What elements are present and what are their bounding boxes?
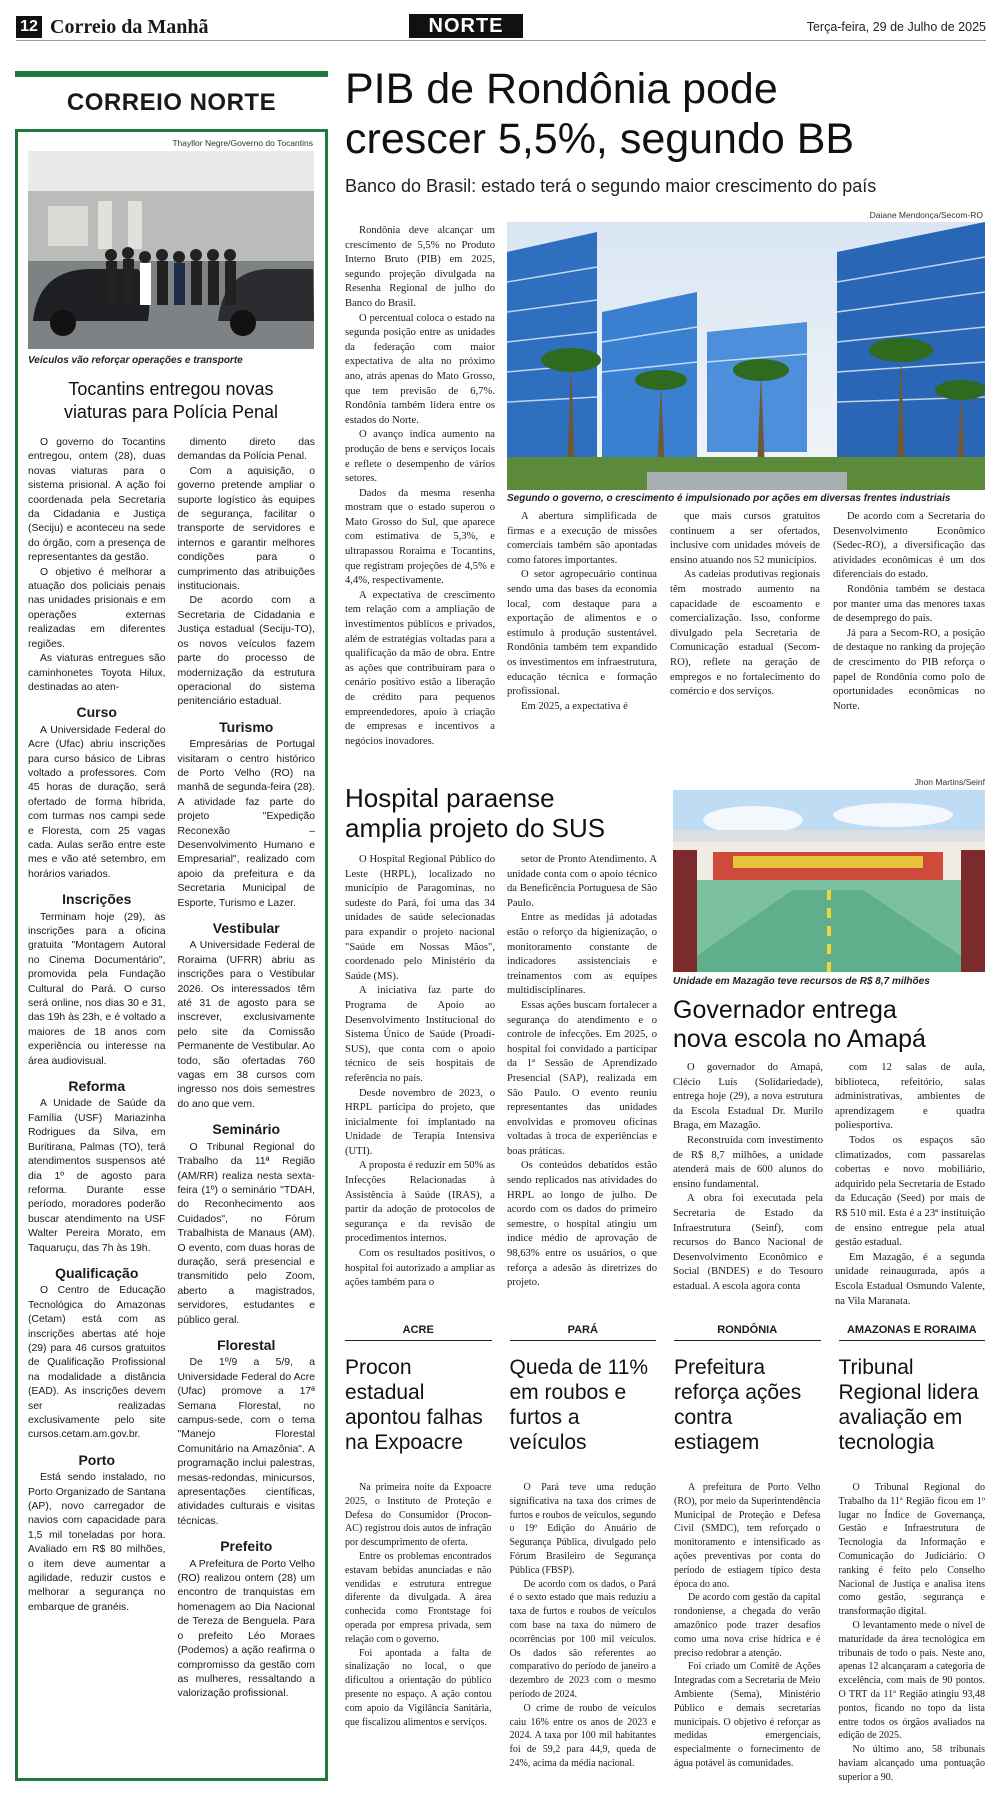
paragraph: O avanço indica aumento na produção de bens e serviços locais e reflete o desempenho de vários setores. [345,429,495,485]
paragraph: Reconstruída com investimento de R$ 8,7 milhões, a unidade atenderá mais de 600 alunos do ensino fundamental. [673,1134,823,1190]
amapa-headline-line-1: Governador entrega [673,996,897,1024]
main-headline-line-2: crescer 5,5%, segundo BB [345,115,855,163]
regional-brief [510,1324,657,1784]
regional-body [839,1481,986,1785]
brief-text: Terminam hoje (29), as inscrições para a oficina gratuita "Montagem Autoral no Cinema Documentário", promovida pela Fundação Cultural do Pará. O curso será online, nos dias 30 e 31, das 19h às 23h, e é voltado a maiores de 18 anos com experiência ou interesse na área audiovisual. [28,911,166,1067]
paragraph: O Tribunal Regional do Trabalho da 11ª Região ficou em 1º lugar no Índice de Governança, Gestão e Infraestrutura de Tecnologia da Informação e Comunicação do Judiciário. O ranking é feito pelo Conselho Nacional de Justiça e analisa itens como gestão, segurança e transformação digital. [838,1482,985,1618]
amapa-col-1 [673,1061,823,1295]
regional-headline: Procon estadual apontou falhas na Expoacre [345,1356,483,1454]
hospital-col-2 [507,853,657,1291]
regional-body [674,1481,821,1771]
paragraph: As viaturas entregues são caminhonetes Toyota Hilux, destinadas ao aten- [28,653,166,693]
main-col-3 [670,510,820,700]
brief-title: Turismo [219,718,274,735]
paragraph: O Pará teve uma redução significativa na taxa dos crimes de furtos e roubos de veículos, segundo o 19º Edição do Anuário de Segurança Pública, divulgado pelo Fórum Brasileiro de Segurança Pública (FBSP). [509,1482,656,1576]
regional-news-strip [345,1324,985,1784]
regional-headline: Tribunal Regional lidera avaliação em tecnologia [838,1356,979,1454]
main-headline [345,64,985,164]
sidebar-columns [28,436,315,1776]
regional-brief [839,1324,986,1784]
paragraph: A expectativa de crescimento tem relação com a ampliação de investimentos públicos e privados, além de estratégias voltadas para a qualificação da mão de obra. Entre as ações que contribuíram para o cenário positivo estão a liberação de crédito para pequenos empreendedores, apoio à criação de empresas e incentivos a negócios inovadores. [345,589,495,747]
regional-brief [674,1324,821,1784]
hospital-headline-line-1: Hospital paraense [345,783,555,813]
paragraph: Na primeira noite da Expoacre 2025, o Instituto de Proteção e Defesa do Consumidor (Procon-AC) registrou dois autos de infração por descumprimento de oferta. [345,1482,492,1549]
brief-title: Reforma [68,1078,126,1095]
regional-body [345,1481,492,1729]
paragraph: Rondônia deve alcançar um crescimento de 5,5% no Produto Interno Bruto (PIB) em 2025, segundo projeção divulgada na Resenha Regional de julho do Banco do Brasil. [345,225,495,309]
sidebar-col1-intro [28,436,166,695]
paper-name: Correio da Manhã [50,16,209,38]
region-label: PARÁ [510,1324,657,1341]
amapa-photo-credit: Jhon Martins/Seinf [914,777,985,787]
brief-title: Porto [78,1451,116,1468]
paragraph: A iniciativa faz parte do Programa de Apoio ao Desenvolvimento Institucional do Sistema Único de Saúde (Proadi-SUS), que conta com o apoio técnico de seis hospitais de referência no país. [345,985,495,1084]
paragraph: Foi criado um Comitê de Ações Integradas com a Secretaria de Meio Ambiente (Sema), Ministério Público e demais secretarias municipais. O objetivo é reforçar as medidas emergenciais, especialmente o fornecimento de água potável às comunidades. [674,1661,821,1769]
region-label: ACRE [345,1324,492,1341]
paragraph: De acordo com a Secretaria de Cidadania e Justiça estadual (Seciju-TO), os novos veículos fazem parte do processo de modernização da estrutura operacional do sistema penitenciário estadual. [177,595,315,708]
sidebar-frame [15,129,328,1781]
header-rule [16,40,986,41]
paragraph: A abertura simplificada de firmas e a execução de missões comerciais também são apontadas como fatores importantes. [507,511,657,566]
police-vehicles-illustration [28,151,314,349]
brief-text: Está sendo instalado, no Porto Organizado de Santana (AP), novo carregador de navios com capacidade para 1,5 mil toneladas por hora. Avaliado em R$ 80 milhões, o item deve aumentar a agilidade, reduzir custos e melhorar a segurança no embarque de granéis. [28,1472,166,1613]
amapa-photo-caption: Unidade em Mazagão teve recursos de R$ 8,7 milhões [673,976,930,987]
paragraph: O percentual coloca o estado na segunda posição entre as unidades da federação com maior expectativa de alta no próximo ano, atrás apenas do Mato Grosso, que tem previsão de 6,7%. Rondônia também lidera entre os estados do Norte. [345,312,495,426]
amapa-col-2 [835,1061,985,1309]
paragraph: De acordo com a Secretaria do Desenvolvimento Econômico (Sedec-RO), a diversificação das atividades econômicas é um dos diferenciais do estado. [833,511,985,581]
regional-headline: Prefeitura reforça ações contra estiagem [674,1356,802,1454]
sidebar-headline: Tocantins entregou novas viaturas para Polícia Penal [63,379,279,422]
paragraph: que mais cursos gratuitos continuem a ser ofertados, inclusive com unidades móveis de ensino atuando nos 52 municípios. [670,511,820,566]
paragraph: A prefeitura de Porto Velho (RO), por meio da Superintendência Municipal de Proteção e Defesa Civil (SMDC), tem reforçado o monitoramento e intensificado as ações preventivas por conta do período de estiagem típico desta época do ano. [674,1482,821,1590]
paragraph: De acordo com os dados, o Pará é o sexto estado que mais reduziu a taxa de furtos e roubos de veículos com base na taxa do número de ocorrências por 100 mil veículos. Os dados são referentes ao comparativo do período de janeiro a dezembro de 2023 com o mesmo período de 2024. [509,1578,656,1700]
paragraph: dimento direto das demandas da Polícia Penal. [177,437,315,463]
paragraph: com 12 salas de aula, biblioteca, refeitório, salas administrativas, ambientes de aprendizagem e quadra poliesportiva. [835,1062,985,1132]
sidebar-col2-sections [178,720,316,1702]
brief-text: O Tribunal Regional do Trabalho da 11ª Região (AM/RR) realiza nesta sexta-feira (1º) o seminário "TDAH, do Reconhecimento aos Cuidados", no Fórum Trabalhista de Manaus (AM). O evento, com duas horas de duração, será presencial e transmitido pelo Zoom, aberto a magistrados, servidores, estudantes e público geral. [177,1141,315,1326]
main-col-4 [833,510,985,714]
rondonia-building-illustration [507,222,985,490]
paragraph: O governador do Amapá, Clécio Luís (Solidariedade), entrega hoje (29), a nova estrutura da Escola Estadual Dr. Murilo Braga, em Mazagão. [673,1062,823,1132]
sidebar-col-1 [28,436,166,1776]
regional-body [510,1481,657,1771]
paragraph: Dados da mesma resenha mostram que o estado superou o Mato Grosso do Sul, que aparece com estimativa de 5,3%, e ultrapassou Roraima e Tocantins, que registram projeções de 4,5% e 4,4%, respectivamente. [345,487,495,587]
amapa-school-photo [673,790,985,972]
main-headline-line-1: PIB de Rondônia pode [345,65,778,113]
sidebar-col1-sections [28,705,166,1615]
paragraph: O setor agropecuário continua sendo uma das bases da economia local, com destaque para a exportação de alimentos e o estímulo à produção sustentável. Rondônia também tem expandido os investimentos em infraestrutura, educação técnica e formação profissional. [507,569,657,698]
paragraph: Entre os problemas encontrados estavam bebidas anunciadas e não vendidas e estrutura entregue diferente da divulgada. A área conhecida como Frontstage foi operada por empresa privada, sem relação com o governo. [345,1550,492,1645]
brief-text: A Universidade Federal de Roraima (UFRR) abriu as inscrições para o Vestibular 2026. Os interessados têm até 31 de agosto para se inscrever, exclusivamente pelo site da Comissão Permanente de Vestibular. Ao todo, são ofertadas 760 vagas em 38 cursos com ingresso nos dois semestres do ano que vem. [177,940,315,1110]
region-label: AMAZONAS E RORAIMA [839,1324,986,1341]
paragraph: setor de Pronto Atendimento. A unidade conta com o apoio técnico da Beneficência Portuguesa de São Paulo. [507,854,657,909]
amapa-headline [673,996,985,1054]
page-header [16,14,986,40]
brief-title: Florestal [217,1336,276,1353]
brief-title: Inscrições [62,891,132,908]
regional-headline: Queda de 11% em roubos e furtos a veículos [509,1356,649,1454]
amapa-school-illustration [673,790,985,972]
sidebar-photo-credit: Thayllor Negre/Governo do Tocantins [172,138,313,148]
paragraph: Os conteúdos debatidos estão sendo replicados nas atividades do HRPL ao longo de julho. De acordo com os dados do primeiro semestre, o hospital atingiu um índice médio de aprovação de 98,63% entre os usuários, o que reforça a adesão às diretrizes do projeto. [507,1160,657,1289]
paragraph: O crime de roubo de veículos caiu 16% entre os anos de 2023 e 2024. A taxa por 100 mil habitantes foi de 59,2 para 44,9, queda de 24%, acima da média nacional. [509,1702,656,1769]
main-col-2 [507,510,657,714]
main-photo-credit: Daiane Mendonça/Secom-RO [869,210,983,220]
paragraph: Com a aquisição, o governo pretende ampliar o suporte logístico às equipes de segurança, facilitar o transporte de servidores e internos e garantir melhores condições para o cumprimento das atribuições institucionais. [177,465,315,593]
rondonia-building-photo [507,222,985,490]
main-col-left [345,224,495,749]
hospital-headline [345,783,675,843]
paragraph: Com os resultados positivos, o hospital foi autorizado a ampliar as ações também para o [345,1248,495,1289]
paragraph: As cadeias produtivas regionais têm mostrado aumento na capacidade de escoamento e comercialização. Isso, conforme divulgado pela Secretaria de Comunicação estadual (Secom-RO), reflete na geração de empregos e no fortalecimento do comércio e dos serviços. [670,569,820,698]
paragraph: A obra foi executada pela Secretaria de Estado da Infraestrutura (Seinf), com recursos do Banco Nacional de Desenvolvimento Econômico e Social (BNDES) e do Tesouro estadual. A escola agora conta [673,1193,823,1292]
sidebar-title: CORREIO NORTE [66,89,277,116]
page-number: 12 [16,16,42,38]
paragraph: Foi apontada a falta de sinalização no local, o que dificultou a orientação do público presente no espaço. A ação contou com apoio da Vigilância Sanitária, que fiscalizou alimentos e serviços. [345,1647,492,1728]
police-vehicles-photo [28,151,314,349]
paragraph: O objetivo é melhorar a atuação dos policiais penais nas unidades prisionais e em operações externas realizadas em diferentes regiões. [28,566,166,650]
main-subheadline: Banco do Brasil: estado terá o segundo maior crescimento do país [345,176,877,196]
brief-text: Empresárias de Portugal visitaram o centro histórico de Porto Velho (RO) na manhã de segunda-feira (28). A atividade faz parte do projeto "Expedição Reconexão – Desenvolvimento Humano e Empresarial", realizado com apoio da prefeitura e da Secretaria Municipal de Esporte, Turismo e Lazer. [177,739,315,909]
paragraph: O Hospital Regional Público do Leste (HRPL), localizado no município de Paragominas, no sudeste do Pará, foi uma das 34 unidades de saúde selecionadas para expandir o projeto nacional "Saúde em Nossas Mãos", coordenado pelo Ministério da Saúde (MS). [345,854,495,982]
brief-text: A Universidade Federal do Acre (Ufac) abriu inscrições para curso básico de Libras voltado a professores. Com 45 horas de duração, será ofertado de forma híbrida, com turmas nos campi sede e Floresta, com 25 vagas cada. Aulas serão entre este mes e vão até setembro, em horários variados. [28,724,166,880]
regional-brief [345,1324,492,1784]
brief-title: Seminário [212,1121,281,1138]
sidebar-col-2 [178,436,316,1776]
sidebar-photo-caption: Veículos vão reforçar operações e transporte [28,355,243,366]
brief-title: Vestibular [212,920,280,936]
brief-text: A Prefeitura de Porto Velho (RO) realizou ontem (28) um encontro de tranquistas em homenagem ao Dia Nacional de Tereza de Benguela. Para o prefeito Léo Moraes (Podemos) a ação reafirma o compromisso da gestão com as mulheres, ressaltando a valorização profissional. [177,1558,315,1700]
sidebar-col2-intro [178,436,316,710]
brief-text: De 1º/9 a 5/9, a Universidade Federal do Acre (Ufac) promove a 17ª Semana Florestal, no campus-sede, com o tema "Manejo Florestal Comunitário na Amazônia". A programação inclui palestras, mesas-redondas, minicursos, apresentações científicas, atividades culturais e visitas técnicas. [177,1357,315,1527]
paragraph: Em Mazagão, é a segunda unidade reinaugurada, após a Escola Estadual Osmundo Valente, na Vila Maranata. [835,1251,985,1307]
region-label: RONDÔNIA [674,1324,821,1341]
brief-text: O Centro de Educação Tecnológica do Amazonas (Cetam) está com as inscrições abertas até hoje (29) para 46 cursos gratuitos de Qualificação Profissional na modalidade a distância (EAD). As inscrições devem ser realizadas exclusivamente pelo site cursos.cetam.am.gov.br. [28,1285,166,1441]
paragraph: Já para a Secom-RO, a posição de destaque no ranking da projeção de crescimento do PIB reforça o papel de Rondônia como polo de oportunidades econômicas no Norte. [833,627,985,712]
paragraph: De acordo com gestão da capital rondoniense, a chegada do verão amazônico pode trazer desafios como uma nova crise hídrica e é preciso redobrar a atenção. [674,1592,821,1659]
paragraph: Todos os espaços são climatizados, com passarelas cobertas e novo mobiliário, adquirido pela Secretaria de Estado da Educação (Seed) por mais de R$ 510 mil. Esta é a 23ª instituição de ensino entregue pela atual gestão estadual. [835,1134,986,1249]
amapa-headline-line-2: nova escola no Amapá [673,1025,926,1053]
paragraph: Em 2025, a expectativa é [521,700,628,712]
hospital-headline-line-2: amplia projeto do SUS [345,813,606,843]
brief-title: Curso [76,704,117,721]
hospital-col-1 [345,853,495,1291]
sidebar-top-bar [15,71,328,77]
paragraph: Rondônia também se destaca por manter uma das menores taxas de desemprego do país. [833,583,985,625]
paragraph: O governo do Tocantins entregou, ontem (28), duas novas viaturas para o sistema prisional. A ação foi coordenada pela Secretaria da Cidadania e Justiça (Seciju) e aconteceu na sede do órgão, com a presença de representantes da gestão. [28,437,166,564]
paragraph: No último ano, 58 tribunais haviam alcançado uma pontuação superior a 90. [838,1744,985,1783]
main-photo-caption: Segundo o governo, o crescimento é impulsionado por ações em diversas frentes industriais [507,493,951,504]
paragraph: O levantamento mede o nível de maturidade da área tecnológica em tribunais de todo o país. Neste ano, apenas 12 alcançaram a categoria de excelência, com mais de 90 pontos. O TRT da 11ª Região atingiu 93,48 pontos, ficando no topo da lista entre todos os órgãos avaliados na edição de 2025. [838,1619,985,1742]
header-date: Terça-feira, 29 de Julho de 2025 [806,20,986,34]
paragraph: Essas ações buscam fortalecer a segurança do atendimento e o controle de infecções. Em 2025, o hospital foi convidado a participar da 1ª Sessão de Aprendizado Presencial (SAP), realizada em São Paulo. O evento reuniu representantes das unidades envolvidas e promoveu oficinas voltadas à troca de experiências e boas práticas. [507,999,657,1157]
section-label: NORTE [409,14,523,38]
brief-title: Qualificação [55,1264,139,1281]
paragraph: Entre as medidas já adotadas estão o reforço da higienização, o monitoramento constante de indicadores assistenciais e treinamentos com as equipes multidisciplinares. [507,912,657,997]
paragraph: A proposta é reduzir em 50% as Infecções Relacionadas à Assistência à Saúde (IRAS), a partir da adoção de protocolos de segurança e da revisão de procedimentos internos. [345,1160,495,1245]
brief-title: Prefeito [220,1538,273,1555]
sidebar [15,71,328,1781]
paragraph: Desde novembro de 2023, o HRPL participa do projeto, que inicialmente foi implantado na Unidade de Terapia Intensiva (UTI). [345,1087,495,1157]
brief-text: A Unidade de Saúde da Família (USF) Mariazinha Rodrigues da Silva, em Buritirana, Palmas (TO), terá atendimentos suspensos até dia 1º de agosto para reforma. Durante esse período, moradores poderão buscar atendimento na USF Walter Pereira Morato, em Taquaruçu, das 7h às 19h. [28,1098,166,1254]
